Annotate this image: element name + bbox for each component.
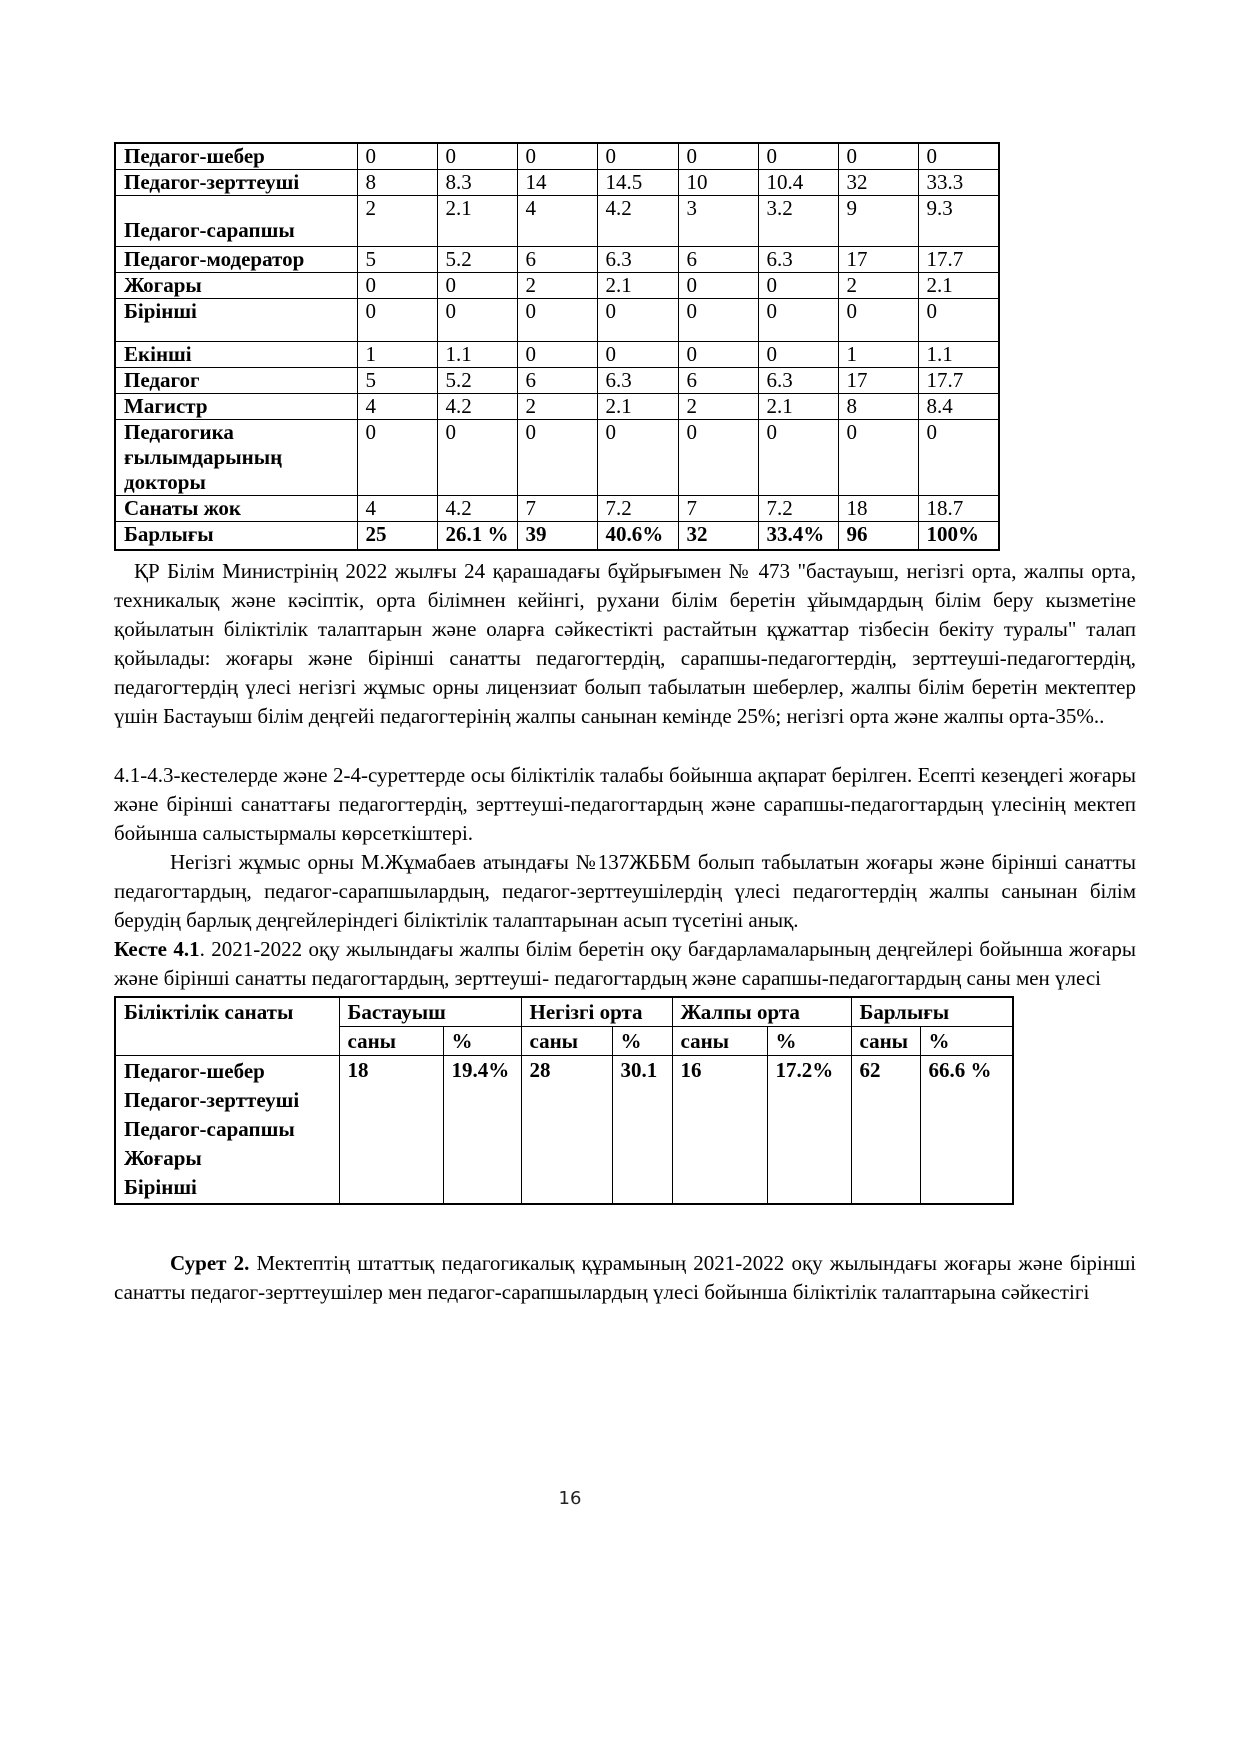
cell: 4.2 <box>597 196 678 247</box>
row-label: Педагог-шебер <box>115 143 357 170</box>
cell: 0 <box>918 143 999 170</box>
cell: 6 <box>678 368 758 394</box>
table-row <box>115 1055 1013 1204</box>
cell: 0 <box>678 342 758 368</box>
table-row <box>115 143 999 170</box>
cell: 2 <box>517 394 597 420</box>
subheader-percent: % <box>920 1026 1013 1055</box>
cell: 3.2 <box>758 196 838 247</box>
subheader-count: саны <box>339 1026 443 1055</box>
cell: 2.1 <box>597 273 678 299</box>
caption-text: . 2021-2022 оқу жылындағы жалпы білім беретін оқу бағдарламаларының деңгейлері бойынша жоғары және бірінші санатты педагогтардың, зерттеуші- педагогтардың және сарапшы-педагогтардың саны мен үлесі <box>114 936 1136 990</box>
table-row <box>115 394 999 420</box>
row-label-line: Педагог-зерттеуші <box>124 1087 300 1112</box>
cell: 5.2 <box>437 247 517 273</box>
cell: 0 <box>918 299 999 342</box>
column-group-header: Жалпы орта <box>672 997 851 1027</box>
row-label-line: Педагог-шебер <box>124 1058 265 1083</box>
cell: 14.5 <box>597 170 678 196</box>
subheader-count: саны <box>851 1026 920 1055</box>
cell: 17 <box>838 247 918 273</box>
subheader-percent: % <box>767 1026 851 1055</box>
cell: 17.2% <box>767 1055 851 1204</box>
cell: 2 <box>357 196 437 247</box>
cell: 7 <box>678 496 758 522</box>
cell: 0 <box>838 299 918 342</box>
cell: 6 <box>678 247 758 273</box>
cell: 25 <box>357 522 437 550</box>
row-label: Бірінші <box>115 299 357 342</box>
page-number: 16 <box>558 1488 582 1509</box>
cell: 0 <box>597 420 678 496</box>
cell: 2 <box>838 273 918 299</box>
row-label: Жогары <box>115 273 357 299</box>
cell: 6.3 <box>597 247 678 273</box>
cell: 10.4 <box>758 170 838 196</box>
subheader-percent: % <box>443 1026 521 1055</box>
table-row <box>115 299 999 342</box>
cell: 32 <box>678 522 758 550</box>
table-total-row <box>115 522 999 550</box>
row-label: Педагог-модератор <box>115 247 357 273</box>
cell: 0 <box>918 420 999 496</box>
column-group-header: Бастауыш <box>339 997 521 1027</box>
caption-label: Кесте 4.1 <box>114 936 200 961</box>
cell: 0 <box>357 299 437 342</box>
cell: 18 <box>838 496 918 522</box>
cell: 8 <box>838 394 918 420</box>
table-row <box>115 273 999 299</box>
cell: 4 <box>357 394 437 420</box>
cell: 8 <box>357 170 437 196</box>
row-label: Педагог <box>115 368 357 394</box>
table-row <box>115 170 999 196</box>
cell: 5 <box>357 368 437 394</box>
cell: 0 <box>517 143 597 170</box>
column-header: Біліктілік санаты <box>115 997 339 1056</box>
cell: 0 <box>758 299 838 342</box>
row-label: Санаты жок <box>115 496 357 522</box>
cell: 1 <box>357 342 437 368</box>
paragraph-school-137: Негізгі жұмыс орны М.Жұмабаев атындағы №137ЖББМ болып табылатын жоғары және бірінші санатты педагогтардың, педагог-сарапшылардың, педагог-зерттеушілердің үлесі педагогтердің жалпы санынан білім берудің барлық деңгейлеріндегі біліктілік талаптарынан асып түсетіні анық. <box>114 849 1136 932</box>
subheader-count: саны <box>672 1026 767 1055</box>
page-content <box>114 142 1136 1307</box>
table-row <box>115 496 999 522</box>
cell: 17.7 <box>918 247 999 273</box>
table-row <box>115 342 999 368</box>
cell: 5.2 <box>437 368 517 394</box>
row-label: Екінші <box>115 342 357 368</box>
cell: 4 <box>357 496 437 522</box>
cell: 0 <box>597 299 678 342</box>
cell: 6 <box>517 247 597 273</box>
cell: 7 <box>517 496 597 522</box>
cell: 0 <box>758 143 838 170</box>
cell: 3 <box>678 196 758 247</box>
cell: 2.1 <box>597 394 678 420</box>
cell: 10 <box>678 170 758 196</box>
cell: 2 <box>517 273 597 299</box>
row-label: Педагог-сарапшы <box>115 196 357 247</box>
cell: 7.2 <box>758 496 838 522</box>
cell: 0 <box>517 342 597 368</box>
column-group-header: Барлығы <box>851 997 1013 1027</box>
qualification-share-table <box>114 996 1014 1205</box>
teacher-category-table <box>114 142 1000 551</box>
paragraph-tables-reference: 4.1-4.3-кестелерде және 2-4-суреттерде осы біліктілік талабы бойынша ақпарат берілген. Есепті кезеңдегі жоғары және бірінші санаттағы педагогтердің, зерттеуші-педагогтардың және сарапшы-педагогтардың үлесінің мектеп бойынша салыстырмалы көрсеткіштері. <box>114 762 1136 845</box>
cell: 19.4% <box>443 1055 521 1204</box>
cell: 1.1 <box>437 342 517 368</box>
subheader-count: саны <box>521 1026 612 1055</box>
cell: 0 <box>758 342 838 368</box>
cell: 9 <box>838 196 918 247</box>
cell: 18.7 <box>918 496 999 522</box>
row-label-line: Бірінші <box>124 1174 197 1199</box>
subheader-percent: % <box>612 1026 672 1055</box>
figure-label: Сурет 2. <box>170 1250 250 1275</box>
cell: 96 <box>838 522 918 550</box>
cell: 8.3 <box>437 170 517 196</box>
cell: 4 <box>517 196 597 247</box>
row-label: Педагогика ғылымдарының докторы <box>115 420 357 496</box>
figure-caption-text: Мектептің штаттық педагогикалық құрамының 2021-2022 оқу жылындағы жоғары және бірінші санатты педагог-зерттеушілер мен педагог-сарапшылардың үлесі бойынша біліктілік талаптарына сәйкестігі <box>114 1250 1136 1304</box>
cell: 0 <box>357 420 437 496</box>
cell: 0 <box>678 273 758 299</box>
cell: 1 <box>838 342 918 368</box>
table-row <box>115 368 999 394</box>
row-label: Барлығы <box>115 522 357 550</box>
cell: 0 <box>517 420 597 496</box>
cell: 6.3 <box>597 368 678 394</box>
row-label: Магистр <box>115 394 357 420</box>
table-4-1-caption <box>114 935 1136 993</box>
cell: 33.4% <box>758 522 838 550</box>
cell: 1.1 <box>918 342 999 368</box>
cell: 4.2 <box>437 394 517 420</box>
cell: 0 <box>437 143 517 170</box>
cell: 0 <box>678 299 758 342</box>
table-row <box>115 247 999 273</box>
table-header-row <box>115 997 1013 1027</box>
cell: 26.1 % <box>437 522 517 550</box>
cell: 0 <box>357 143 437 170</box>
cell: 0 <box>437 420 517 496</box>
cell: 32 <box>838 170 918 196</box>
cell: 28 <box>521 1055 612 1204</box>
cell: 2.1 <box>918 273 999 299</box>
cell: 40.6% <box>597 522 678 550</box>
row-label-line: Педагог-сарапшы <box>124 1116 295 1141</box>
cell: 6.3 <box>758 368 838 394</box>
cell: 9.3 <box>918 196 999 247</box>
cell: 62 <box>851 1055 920 1204</box>
cell: 6.3 <box>758 247 838 273</box>
figure-2-caption <box>114 1249 1136 1307</box>
cell: 8.4 <box>918 394 999 420</box>
table-row <box>115 420 999 496</box>
row-label: Педагог-зерттеуші <box>115 170 357 196</box>
cell: 2.1 <box>437 196 517 247</box>
cell: 0 <box>597 143 678 170</box>
cell: 5 <box>357 247 437 273</box>
cell: 0 <box>838 143 918 170</box>
cell: 0 <box>838 420 918 496</box>
cell: 6 <box>517 368 597 394</box>
cell: 33.3 <box>918 170 999 196</box>
paragraph-ministry-order: ҚР Білім Министрінің 2022 жылғы 24 қарашадағы бұйрығымен № 473 "бастауыш, негізгі орта, жалпы орта, техникалық және кәсіптік, орта білімнен кейінгі, рухани білім беретін ұйымдардың білім беру кызметіне қойылатын біліктілік талаптарын және оларға сәйкестікті растайтын құжаттар тізбесін бекіту туралы" талап қойылады: жоғары және бірінші санатты педагогтердің, сарапшы-педагогтердің, зерттеуші-педагогтердің, педагогтердің үлесі негізгі жұмыс орны лицензиат болып табылатын шеберлер, жалпы білім беретін мектептер үшін Бастауыш білім деңгейі педагогтерінің жалпы санынан кемінде 25%; негізгі орта және жалпы орта-35%.. <box>114 558 1136 728</box>
cell: 66.6 % <box>920 1055 1013 1204</box>
cell: 18 <box>339 1055 443 1204</box>
cell: 2 <box>678 394 758 420</box>
cell: 0 <box>437 299 517 342</box>
cell: 0 <box>517 299 597 342</box>
cell: 7.2 <box>597 496 678 522</box>
cell: 0 <box>678 143 758 170</box>
cell: 0 <box>758 420 838 496</box>
row-label <box>115 1055 339 1204</box>
table-row <box>115 196 999 247</box>
cell: 0 <box>437 273 517 299</box>
cell: 4.2 <box>437 496 517 522</box>
column-group-header: Негізгі орта <box>521 997 672 1027</box>
cell: 39 <box>517 522 597 550</box>
cell: 2.1 <box>758 394 838 420</box>
cell: 0 <box>357 273 437 299</box>
cell: 0 <box>758 273 838 299</box>
cell: 30.1 <box>612 1055 672 1204</box>
cell: 17.7 <box>918 368 999 394</box>
cell: 17 <box>838 368 918 394</box>
cell: 16 <box>672 1055 767 1204</box>
row-label-line: Жоғары <box>124 1145 202 1170</box>
cell: 0 <box>678 420 758 496</box>
cell: 0 <box>597 342 678 368</box>
cell: 14 <box>517 170 597 196</box>
cell: 100% <box>918 522 999 550</box>
